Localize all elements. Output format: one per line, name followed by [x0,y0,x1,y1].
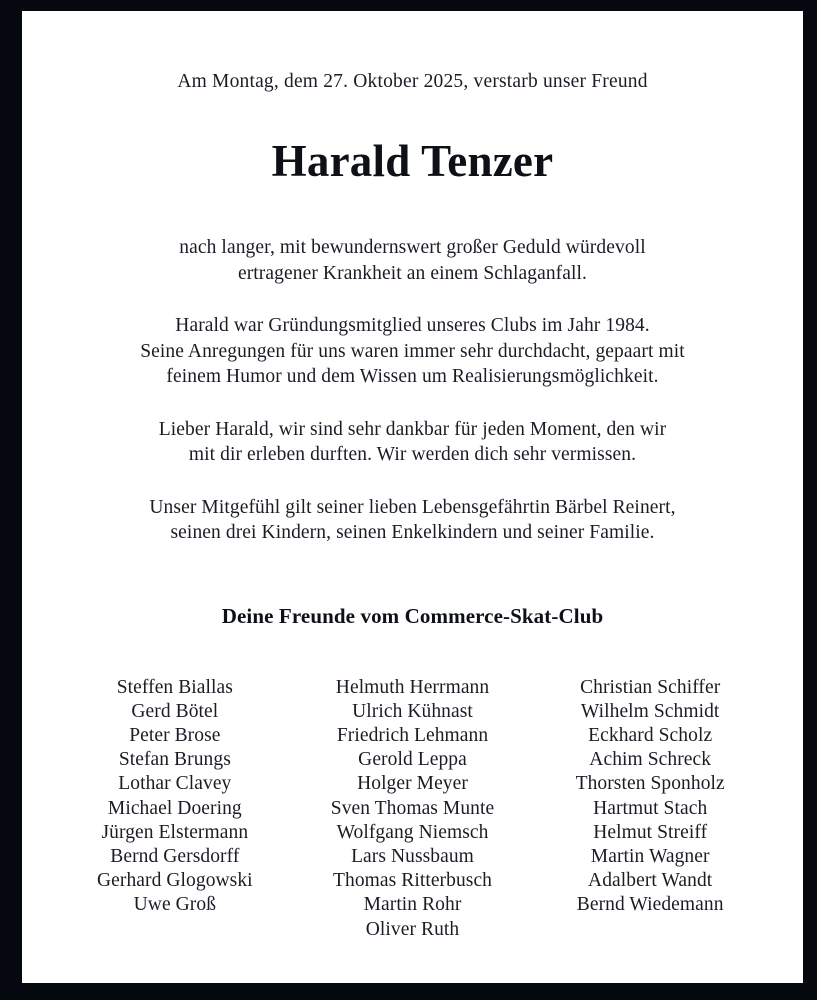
member-name: Holger Meyer [357,773,468,795]
member-name: Ulrich Kühnast [352,700,473,722]
member-name: Helmut Streiff [593,821,708,843]
member-name: Wilhelm Schmidt [580,700,720,722]
member-name: Bernd Wiedemann [576,894,724,916]
member-name: Thorsten Sponholz [575,773,725,795]
member-name: Thomas Ritterbusch [333,870,493,892]
member-name: Wolfgang Niemsch [336,821,489,843]
paragraph-farewell [56,417,769,468]
member-name: Hartmut Stach [593,797,708,819]
member-name: Sven Thomas Munte [330,797,495,819]
member-name-column-3 [531,676,769,918]
obituary-body [56,235,769,546]
member-name: Lars Nussbaum [351,845,474,867]
member-name: Achim Schreck [589,749,712,771]
member-name-column-1 [56,676,294,918]
member-name: Eckhard Scholz [588,724,713,746]
paragraph-line: Harald war Gründungsmitglied unseres Clubs im Jahr 1984. [175,315,650,336]
paragraph-line: ertragener Krankheit an einem Schlaganfall. [237,262,588,284]
member-name: Peter Brose [129,724,221,746]
member-name: Adalbert Wandt [588,870,713,892]
member-name: Oliver Ruth [365,918,460,940]
member-name: Friedrich Lehmann [336,724,489,746]
obituary-notice [22,11,803,983]
member-name: Gerhard Glogowski [97,870,253,892]
member-name: Uwe Groß [133,894,217,916]
member-name: Christian Schiffer [580,676,721,698]
signature-line: Deine Freunde vom Commerce-Skat-Club [221,603,604,628]
paragraph-line: feinem Humor und dem Wissen um Realisierungsmöglichkeit. [166,366,659,387]
paragraph-line: mit dir erleben durften. Wir werden dich sehr vermissen. [188,444,637,465]
intro-line: Am Montag, dem 27. Oktober 2025, verstarb unser Freund [177,71,648,92]
paragraph-line: nach langer, mit bewundernswert großer Geduld würdevoll [179,237,646,258]
member-name: Martin Rohr [363,894,462,916]
member-name: Stefan Brungs [118,749,231,771]
paragraph-cause-of-death [56,235,769,286]
member-name: Lothar Clavey [118,773,232,795]
member-name: Helmuth Herrmann [335,676,490,698]
paragraph-line: seinen drei Kindern, seinen Enkelkindern und seiner Familie. [170,522,655,543]
paragraph-line: Seine Anregungen für uns waren immer sehr durchdacht, gepaart mit [140,340,685,362]
paragraph-condolences [56,495,769,546]
deceased-name: Harald Tenzer [271,136,554,186]
member-name: Steffen Biallas [116,676,233,698]
member-name: Gerold Leppa [358,749,467,771]
paragraph-line: Lieber Harald, wir sind sehr dankbar für jeden Moment, den wir [158,418,667,440]
member-name: Bernd Gersdorff [110,845,240,867]
member-name: Martin Wagner [590,845,710,867]
paragraph-club-history [56,313,769,390]
member-name-column-2 [294,676,532,942]
member-name: Gerd Bötel [131,700,219,722]
paragraph-line: Unser Mitgefühl gilt seiner lieben Lebensgefährtin Bärbel Reinert, [149,496,676,518]
member-name-columns [56,676,769,942]
member-name: Jürgen Elstermann [101,821,249,843]
member-name: Michael Doering [107,797,242,819]
